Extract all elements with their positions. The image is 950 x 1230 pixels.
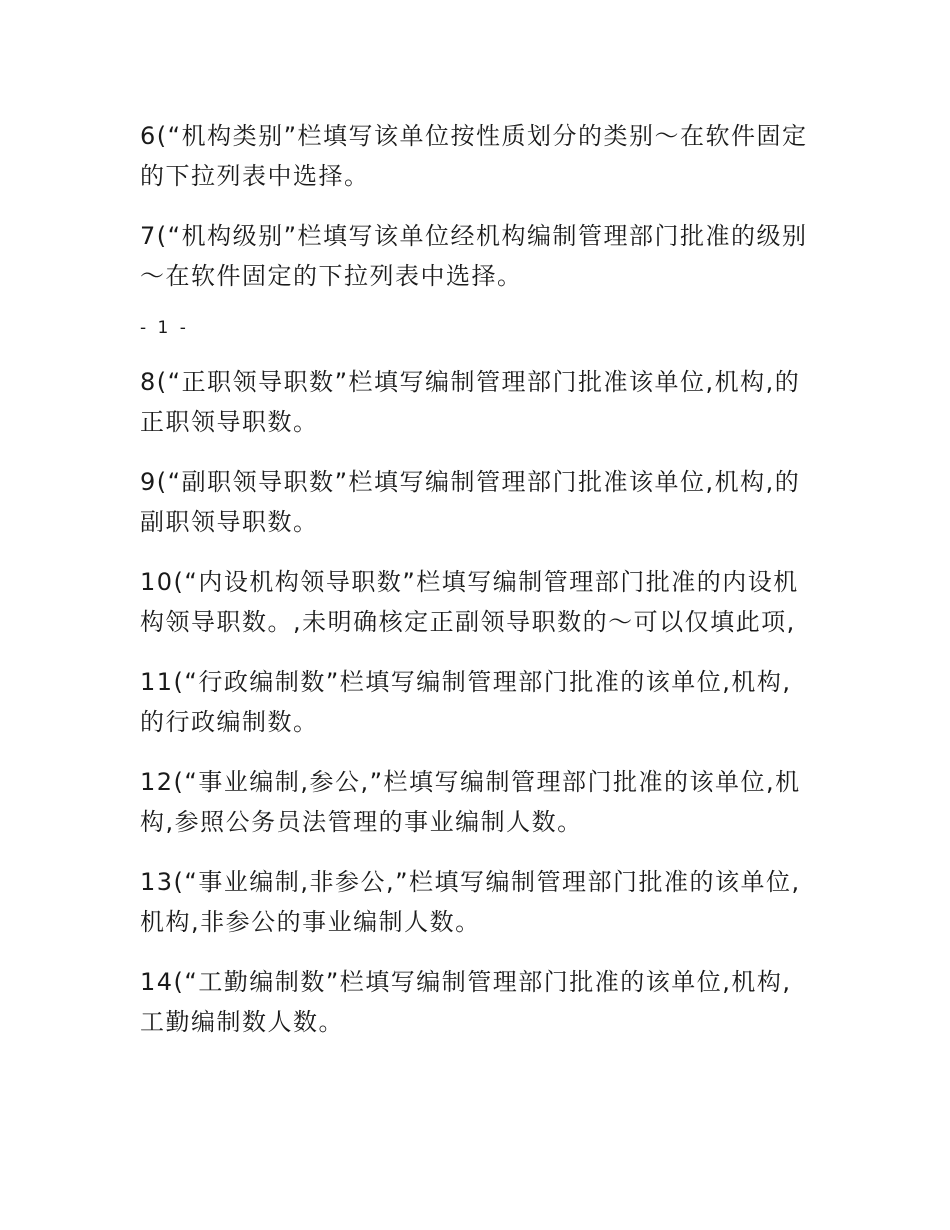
paragraph-11: 11(“行政编制数”栏填写编制管理部门批准的该单位,机构,的行政编制数。: [140, 668, 792, 736]
paragraph-10: 10(“内设机构领导职数”栏填写编制管理部门批准的内设机构领导职数。,未明确核定正副领导职数的～可以仅填此项,: [140, 568, 799, 636]
paragraph-14: 14(“工勤编制数”栏填写编制管理部门批准的该单位,机构,工勤编制数人数。: [140, 968, 792, 1036]
paragraph-9: 9(“副职领导职数”栏填写编制管理部门批准该单位,机构,的副职领导职数。: [140, 468, 801, 536]
paragraph-12: 12(“事业编制,参公,”栏填写编制管理部门批准的该单位,机构,参照公务员法管理的事业编制人数。: [140, 768, 801, 836]
page-number: - 1 -: [140, 318, 189, 338]
document-body: [140, 116, 810, 1062]
paragraph-6: 6(“机构类别”栏填写该单位按性质划分的类别～在软件固定的下拉列表中选择。: [140, 122, 808, 190]
paragraph-8: 8(“正职领导职数”栏填写编制管理部门批准该单位,机构,的正职领导职数。: [140, 368, 801, 436]
paragraph-7: 7(“机构级别”栏填写该单位经机构编制管理部门批准的级别～在软件固定的下拉列表中选择。: [140, 222, 808, 290]
paragraph-13: 13(“事业编制,非参公,”栏填写编制管理部门批准的该单位,机构,非参公的事业编制人数。: [140, 868, 801, 936]
